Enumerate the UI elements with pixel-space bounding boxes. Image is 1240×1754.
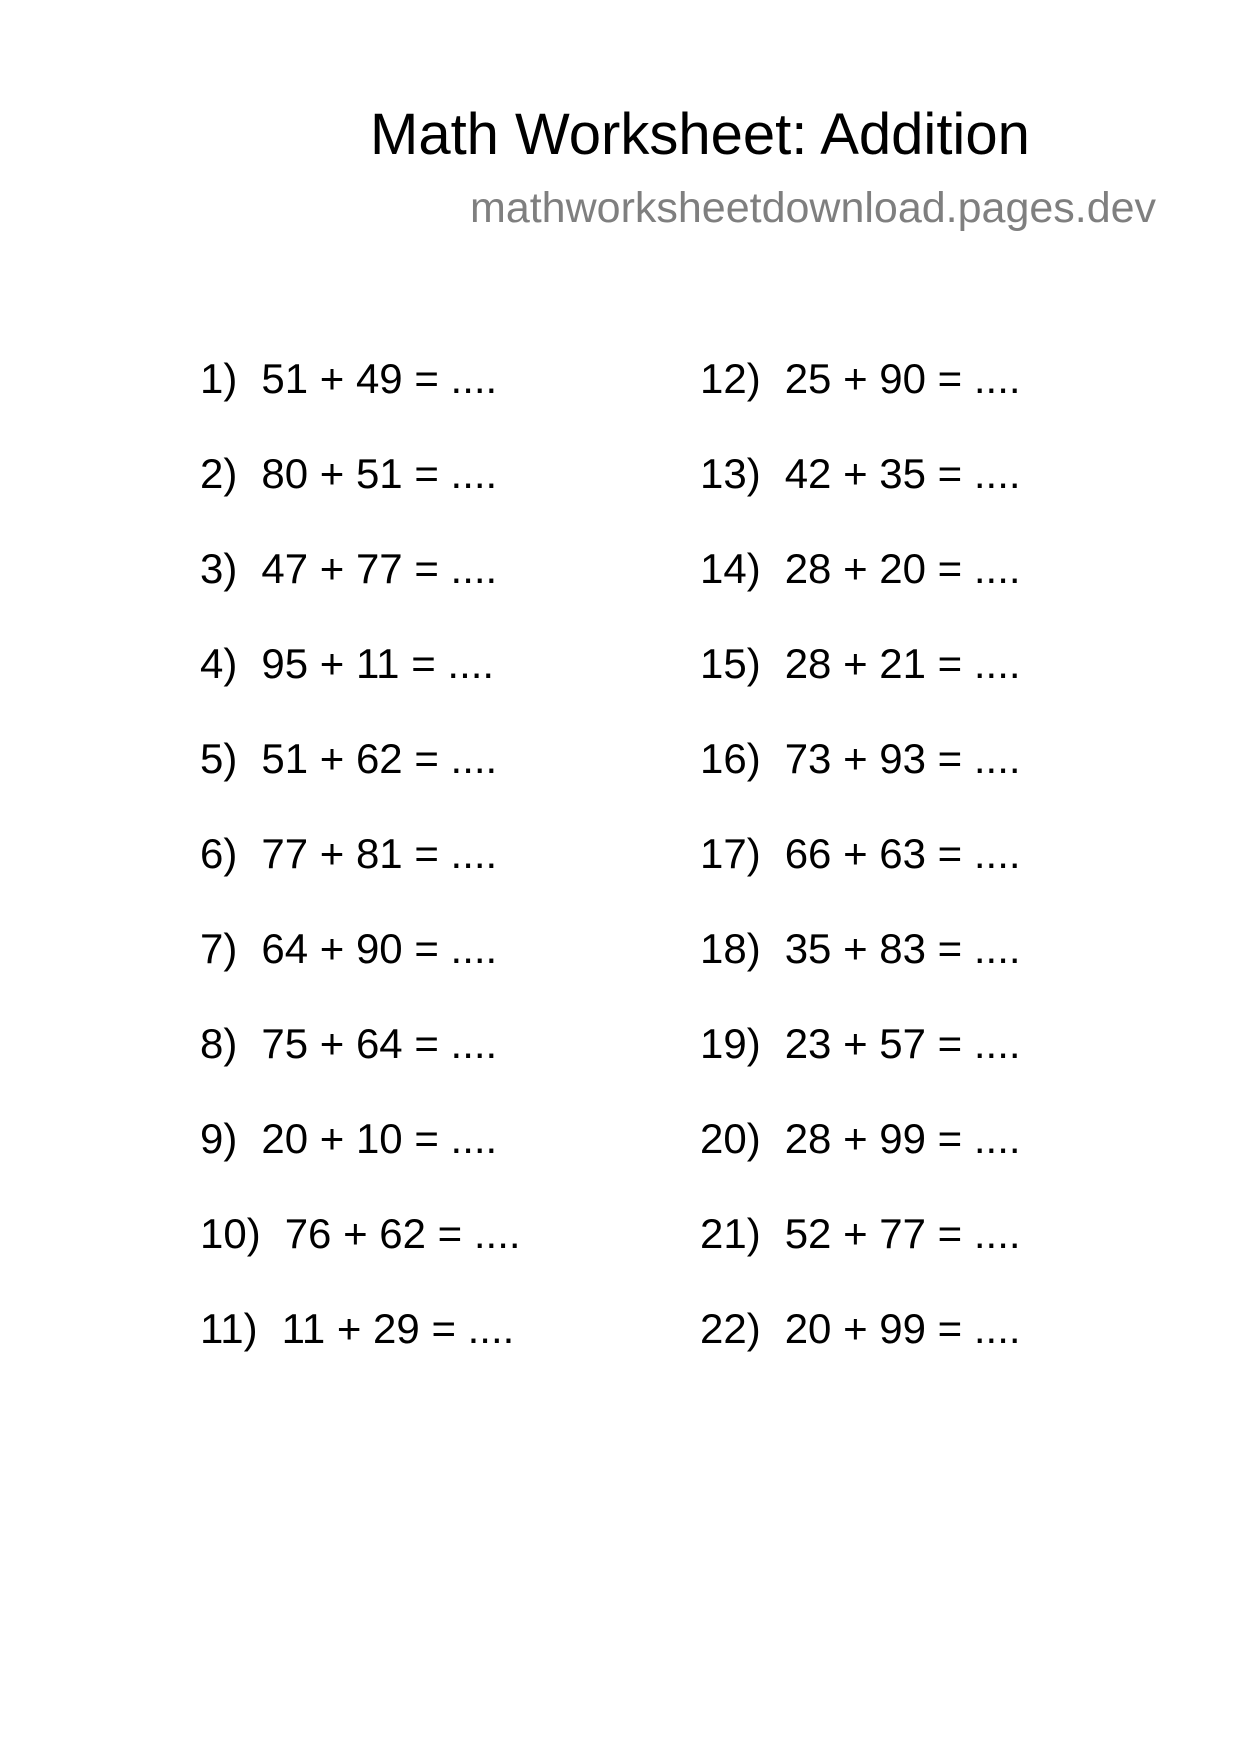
problem-column-left [200,354,521,1399]
problem-number: 9) [200,1115,238,1162]
problem-number: 20) [700,1115,761,1162]
problem-number: 10) [200,1210,261,1257]
problem-expression: 28 + 99 = .... [784,1115,1021,1162]
problem-number: 14) [700,545,761,592]
problem-expression: 25 + 90 = .... [784,355,1021,402]
problem-item [700,734,1021,829]
problem-number: 22) [700,1305,761,1352]
problem-item [700,924,1021,1019]
problem-expression: 73 + 93 = .... [784,735,1021,782]
problem-item [200,734,521,829]
problem-number: 12) [700,355,761,402]
problem-number: 4) [200,640,238,687]
problem-expression: 64 + 90 = .... [261,925,498,972]
problem-expression: 52 + 77 = .... [784,1210,1021,1257]
problem-expression: 77 + 81 = .... [261,830,498,877]
problem-expression: 20 + 10 = .... [261,1115,498,1162]
problem-number: 6) [200,830,238,877]
problem-item [200,639,521,734]
problem-expression: 20 + 99 = .... [784,1305,1021,1352]
problem-expression: 42 + 35 = .... [784,450,1021,497]
problem-number: 1) [200,355,238,402]
problem-expression: 35 + 83 = .... [784,925,1021,972]
problem-item [200,449,521,544]
problem-item [700,1019,1021,1114]
problem-column-right [700,354,1021,1399]
problem-expression: 11 + 29 = .... [281,1305,515,1352]
problem-item [200,354,521,449]
problem-number: 8) [200,1020,238,1067]
problem-expression: 23 + 57 = .... [784,1020,1021,1067]
problem-number: 15) [700,640,761,687]
problem-number: 18) [700,925,761,972]
problem-item [700,354,1021,449]
problem-number: 7) [200,925,238,972]
problem-number: 17) [700,830,761,877]
page-title: Math Worksheet: Addition [370,102,1030,167]
problem-item [700,639,1021,734]
problem-number: 2) [200,450,238,497]
problem-expression: 28 + 21 = .... [784,640,1021,687]
problem-expression: 75 + 64 = .... [261,1020,498,1067]
problem-expression: 76 + 62 = .... [284,1210,521,1257]
problem-item [200,829,521,924]
problem-expression: 51 + 49 = .... [261,355,498,402]
website-url: mathworksheetdownload.pages.dev [470,184,1157,232]
problem-item [200,1304,521,1399]
problem-item [200,1114,521,1209]
problem-number: 11) [200,1305,258,1352]
problem-item [200,924,521,1019]
problem-item [700,1304,1021,1399]
problem-number: 3) [200,545,238,592]
problem-item [700,544,1021,639]
problem-expression: 66 + 63 = .... [784,830,1021,877]
problem-item [200,1019,521,1114]
problem-item [700,1209,1021,1304]
problem-item [700,449,1021,544]
problem-number: 19) [700,1020,761,1067]
problem-number: 5) [200,735,238,782]
problem-expression: 47 + 77 = .... [261,545,498,592]
problem-number: 16) [700,735,761,782]
problem-item [200,1209,521,1304]
problem-expression: 51 + 62 = .... [261,735,498,782]
problem-item [700,829,1021,924]
problem-item [700,1114,1021,1209]
problem-expression: 80 + 51 = .... [261,450,498,497]
problem-number: 13) [700,450,761,497]
problem-item [200,544,521,639]
problem-expression: 95 + 11 = .... [261,640,495,687]
problem-expression: 28 + 20 = .... [784,545,1021,592]
problem-number: 21) [700,1210,761,1257]
